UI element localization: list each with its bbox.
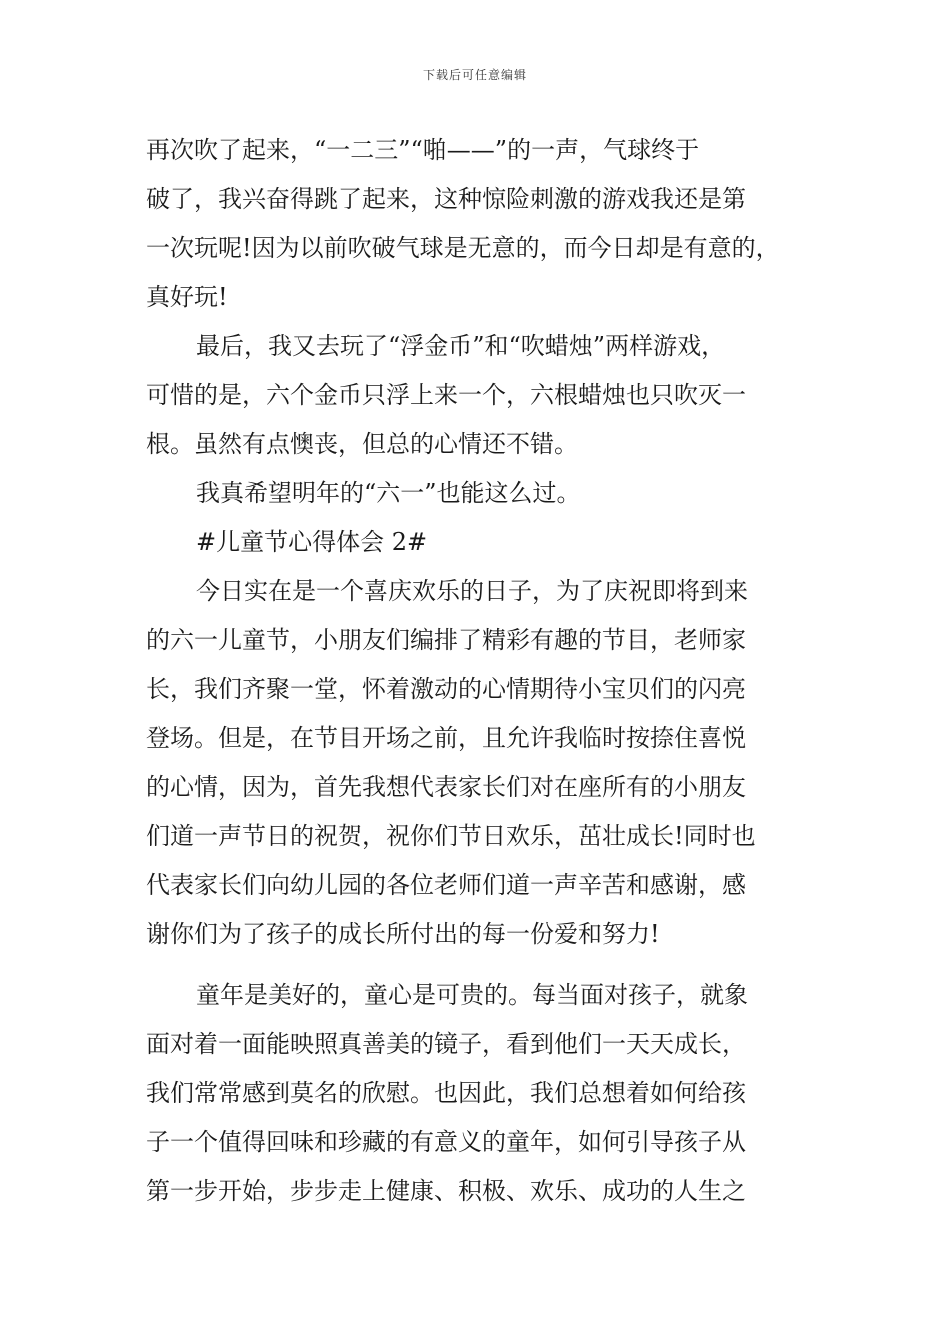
- text-line: 谢你们为了孩子的成长所付出的每一份爱和努力!: [146, 920, 660, 948]
- text-line: 破了，我兴奋得跳了起来，这种惊险刺激的游戏我还是第: [146, 185, 746, 213]
- text-line: 再次吹了起来，“一二三”“啪——”的一声，气球终于: [146, 136, 700, 164]
- text-line: 子一个值得回味和珍藏的有意义的童年，如何引导孩子从: [146, 1128, 746, 1156]
- page-header: 下载后可任意编辑: [422, 68, 527, 82]
- text-line: 面对着一面能映照真善美的镜子，看到他们一天天成长，: [146, 1030, 746, 1058]
- text-line: 的心情，因为，首先我想代表家长们对在座所有的小朋友: [146, 773, 746, 801]
- section-heading: #儿童节心得体会 2#: [196, 528, 428, 556]
- text-line: 第一步开始，步步走上健康、积极、欢乐、成功的人生之: [146, 1177, 746, 1205]
- text-line: 长，我们齐聚一堂，怀着激动的心情期待小宝贝们的闪亮: [146, 675, 746, 703]
- text-line: 可惜的是，六个金币只浮上来一个，六根蜡烛也只吹灭一: [146, 381, 746, 409]
- text-line: 最后，我又去玩了“浮金币”和“吹蜡烛”两样游戏，: [196, 332, 726, 360]
- text-line: 的六一儿童节，小朋友们编排了精彩有趣的节目，老师家: [146, 626, 746, 654]
- text-line: 今日实在是一个喜庆欢乐的日子，为了庆祝即将到来: [196, 577, 748, 605]
- text-line: 代表家长们向幼儿园的各位老师们道一声辛苦和感谢，感: [146, 871, 746, 899]
- text-line: 我真希望明年的“六一”也能这么过。: [196, 479, 581, 507]
- text-line: 真好玩!: [146, 283, 228, 311]
- text-line: 们道一声节日的祝贺，祝你们节日欢乐，茁壮成长!同时也: [146, 822, 756, 850]
- text-line: 根。虽然有点懊丧，但总的心情还不错。: [146, 430, 578, 458]
- text-line: 我们常常感到莫名的欣慰。也因此，我们总想着如何给孩: [146, 1079, 746, 1107]
- text-line: 童年是美好的，童心是可贵的。每当面对孩子，就象: [196, 981, 748, 1009]
- text-line: 登场。但是，在节目开场之前，且允许我临时按捺住喜悦: [146, 724, 746, 752]
- text-line: 一次玩呢!因为以前吹破气球是无意的，而今日却是有意的，: [146, 234, 780, 262]
- document-body: [146, 126, 816, 1216]
